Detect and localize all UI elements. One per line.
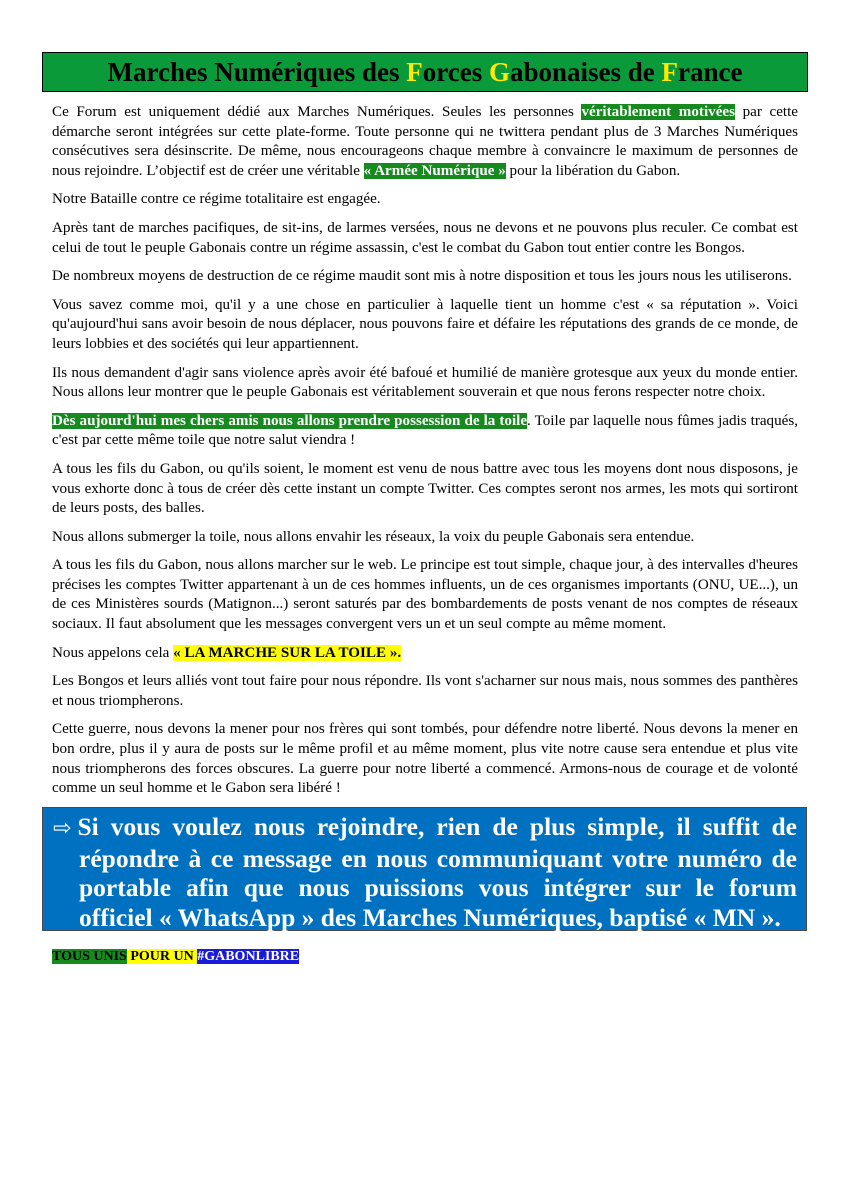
paragraph-war: Cette guerre, nous devons la mener pour nos frères qui sont tombés, pour défendre notre liberté. Nous devons la mener en bon ordre, plus il y aura de posts sur le même profil et au même moment, plus vite notre cause sera entendue et plus vite nous triompherons des forces obscures. La guerre pour notre liberté a commencé. Armons-nous de courage et de volonté comme un seul homme et le Gabon sera libéré ! [52, 721, 798, 797]
paragraph-submerge: Nous allons submerger la toile, nous allons envahir les réseaux, la voix du peuple Gabonais sera entendue. [52, 528, 695, 545]
title-text-3: abonaises de [509, 57, 662, 87]
paragraph-means: De nombreux moyens de destruction de ce régime maudit sont mis à notre disposition et tous les jours nous les utiliserons. [52, 268, 792, 285]
paragraph-take-web [52, 412, 798, 451]
paragraph-principle: A tous les fils du Gabon, nous allons marcher sur le web. Le principe est tout simple, chaque jour, à des intervalles d'heures précises les comptes Twitter appartenant à un de ces hommes influents, un de ces organismes importants (ONU, UE...), un de ces Ministères sourds (Matignon...) seront saturés par des bombardements de posts venant de nos comptes de réseaux sociaux. Il faut absolument que les messages convergent vers un et un seul compte au même moment. [52, 557, 798, 633]
paragraph-bongos: Les Bongos et leurs alliés vont tout faire pour nous répondre. Ils vont s'acharner sur nous mais, nous sommes des panthères et nous triompherons. [52, 673, 798, 709]
paragraph-marches: Après tant de marches pacifiques, de sit-ins, de larmes versées, nous ne devons et ne pouvons plus reculer. Ce combat est celui de tout le peuple Gabonais contre un régime assassin, c'est le combat du Gabon tout entier contre les Bongos. [52, 219, 798, 256]
paragraph-intro [52, 103, 798, 181]
title-text-4: rance [678, 57, 743, 87]
highlight-digital-army: « Armée Numérique » [363, 162, 506, 179]
body-text [52, 103, 798, 808]
highlight-march-on-web: « LA MARCHE SUR LA TOILE ». [173, 644, 402, 661]
title-text-1: Marches Numériques des [107, 57, 407, 87]
highlight-take-web: Dès aujourd'hui mes chers amis nous allons prendre possession de la toile [52, 412, 528, 429]
paragraph-intro-a: Ce Forum est uniquement dédié aux Marches Numériques. Seules les personnes [52, 104, 582, 120]
title-letter-f2: F [661, 57, 679, 87]
paragraph-battle: Notre Bataille contre ce régime totalitaire est engagée. [52, 191, 381, 208]
paragraph-intro-b: par cette démarche seront intégrées sur cette plate-forme. Toute personne qui ne twittera pendant plus de 3 Marches Numériques consécutives sera désinscrite. De même, nous encourageons chaque membre à convaincre le maximum de personnes de nous rejoindre. L’objectif est de créer une véritable [52, 104, 798, 179]
title-banner [42, 52, 808, 92]
join-call-to-action [42, 807, 807, 931]
title-letter-f1: F [406, 57, 423, 87]
footer-slogan [52, 948, 299, 966]
cta-text: Si vous voulez nous rejoindre, rien de plus simple, il suffit de répondre à ce message en nous communiquant votre numéro de portable afin que nous puissions vous intégrer sur le forum officiel « WhatsApp » des Marches Numériques, baptisé « MN ». [77, 812, 797, 932]
title-letter-g: G [488, 57, 510, 87]
paragraph-violence: Ils nous demandent d'agir sans violence après avoir été bafoué et humilié de manière grotesque aux yeux du monde entier. Nous allons leur montrer que le peuple Gabonais est véritablement souverain et que nous ferons respecter notre choix. [52, 364, 798, 401]
paragraph-take-web-b: . Toile par laquelle nous fûmes jadis traqués, c'est par cette même toile que notre salut viendra ! [52, 412, 798, 449]
title-text-2: orces [422, 57, 489, 87]
paragraph-march-name [52, 644, 798, 664]
highlight-motivated: véritablement motivées [581, 104, 735, 120]
footer-slogan-green: TOUS UNIS [52, 949, 127, 964]
paragraph-intro-c: pour la libération du Gabon. [505, 162, 681, 179]
arrow-right-outline-icon: ⇨ [53, 816, 72, 841]
footer-hashtag: #GABONLIBRE [197, 949, 300, 964]
paragraph-twitter: A tous les fils du Gabon, ou qu'ils soient, le moment est venu de nous battre avec tous les moyens dont nous disposons, je vous exhorte donc à tous de créer dès cette instant un compte Twitter. Ces comptes seront nos armes, les mots qui sortiront de leurs posts, des balles. [52, 460, 798, 517]
footer-slogan-yellow: POUR UN [126, 949, 198, 964]
cta-inner [53, 812, 797, 932]
paragraph-reputation: Vous savez comme moi, qu'il y a une chose en particulier à laquelle tient un homme c'est « sa réputation ». Voici qu'aujourd'hui sans avoir besoin de nous déplacer, nous pouvons faire et défaire les réputations des grands de ce monde, de leurs lobbies et des sociétés qui leur appartiennent. [52, 296, 798, 352]
paragraph-march-name-a: Nous appelons cela [52, 644, 174, 661]
